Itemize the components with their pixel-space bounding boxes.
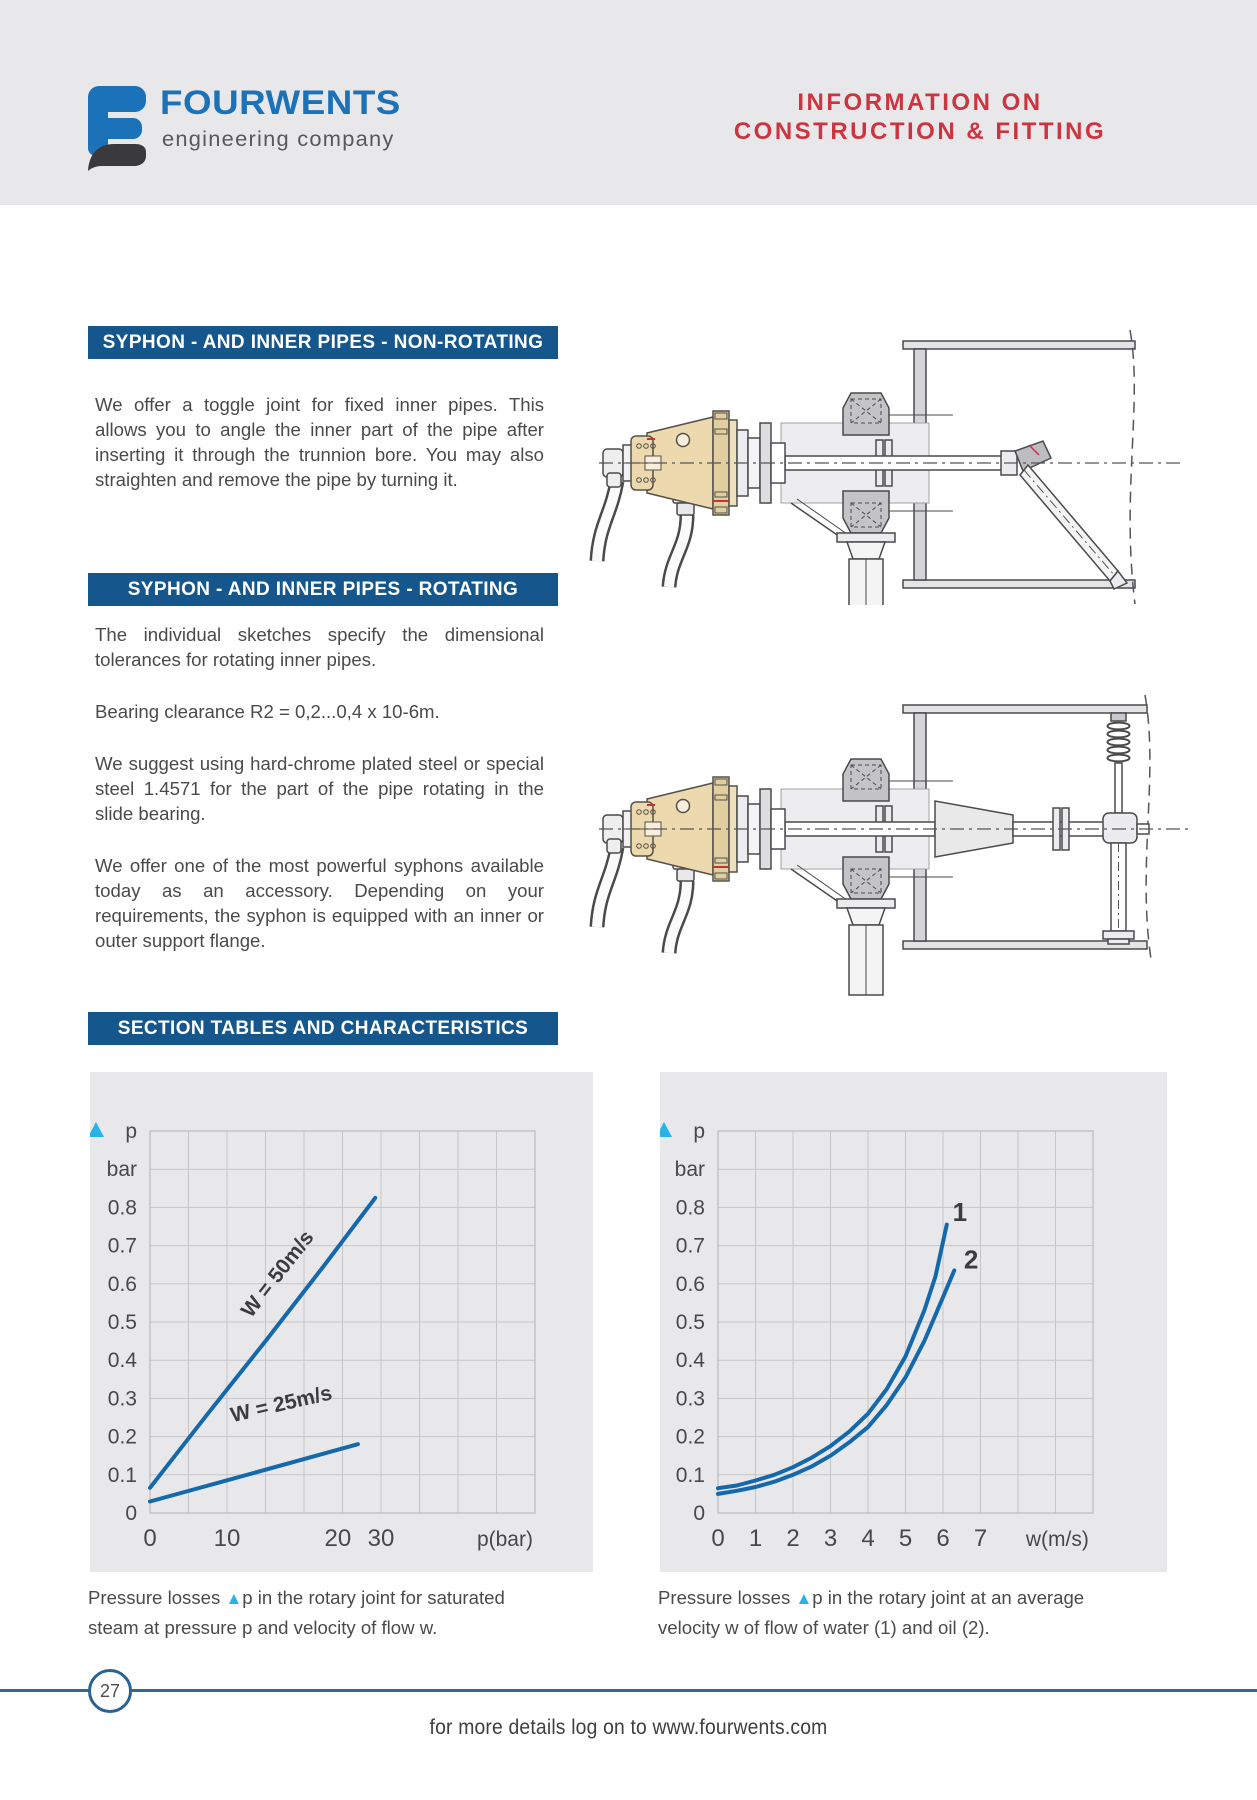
logo-tagline: engineering company (162, 128, 395, 151)
y-axis-label: bar (106, 1158, 137, 1182)
y-axis-label: 0 (125, 1502, 137, 1525)
drum-top-shell (903, 705, 1147, 713)
x-axis-label: 3 (823, 1525, 838, 1552)
delta-triangle-icon: ▲ (795, 1589, 813, 1608)
paragraph: Bearing clearance R2 = 0,2...0,4 x 10-6m. (95, 701, 440, 722)
page-title-line2: CONSTRUCTION & FITTING (733, 118, 1107, 145)
y-axis-label: 0.2 (675, 1425, 705, 1449)
y-axis-label: 0.6 (107, 1272, 137, 1296)
y-axis-label: 0.6 (675, 1272, 705, 1296)
drum-bottom-shell (903, 580, 1135, 588)
y-axis-label: bar (674, 1158, 705, 1182)
y-axis-label: 0.1 (107, 1463, 137, 1487)
drum-top-shell (903, 341, 1135, 349)
footer-divider-line (0, 1689, 1257, 1692)
x-axis-label: 2 (786, 1525, 800, 1552)
y-axis-label: 0.8 (107, 1196, 137, 1220)
delta-icon (90, 1122, 104, 1137)
logo-name: FOURWENTS (160, 84, 401, 122)
y-axis-label: 0.5 (675, 1311, 705, 1334)
section-heading-non-rotating: SYPHON - AND INNER PIPES - NON-ROTATING (88, 326, 558, 359)
y-axis-label: 0.7 (675, 1234, 705, 1258)
x-axis-label: 0 (711, 1525, 725, 1552)
y-axis-label: 0.4 (107, 1349, 137, 1373)
x-axis-label: 1 (748, 1525, 763, 1552)
paragraph: The individual sketches specify the dimensional tolerances for rotating inner pipes. (95, 624, 544, 670)
series-label: 2 (963, 1244, 979, 1275)
fourwents-logo-icon (88, 86, 150, 172)
x-axis-label: 30 (367, 1525, 395, 1552)
technical-drawing-non-rotating-syphon (585, 292, 1200, 642)
y-axis-label: 0.8 (675, 1196, 705, 1220)
chart-steam-pressure (90, 1072, 593, 1572)
chart-flow-velocity (660, 1072, 1167, 1572)
series-line-1 (150, 1444, 358, 1501)
series-line-0 (718, 1225, 947, 1489)
y-axis-label: 0.3 (675, 1387, 705, 1411)
paragraph: We offer one of the most powerful syphons available today as an accessory. Depending on your requirements, the syphon is equipped with an inner or outer support flange. (95, 855, 544, 951)
paragraph: We suggest using hard-chrome plated steel or special steel 1.4571 for the part of the pipe rotating in the slide bearing. (95, 753, 544, 824)
cone-adapter (935, 801, 1013, 857)
section-heading-tables: SECTION TABLES AND CHARACTERISTICS (88, 1012, 558, 1045)
x-axis-label: 6 (936, 1525, 950, 1552)
caption-right-chart (658, 1583, 1148, 1642)
footer-url-text: for more details log on to www.fourwents.com (429, 1716, 828, 1739)
x-axis-label: 10 (213, 1525, 241, 1552)
section-heading-rotating: SYPHON - AND INNER PIPES - ROTATING (88, 573, 558, 606)
caption-text-post: p in the rotary joint at an average velocity w of flow of water (1) and oil (2). (658, 1587, 1085, 1638)
x-axis-label: 5 (898, 1525, 913, 1552)
company-logo (88, 84, 508, 174)
paragraph-block-non-rotating (95, 392, 544, 492)
caption-text-post: p in the rotary joint for saturated steam at pressure p and velocity of flow w. (88, 1587, 505, 1638)
delta-icon (660, 1122, 672, 1137)
page-title-line1: INFORMATION ON (797, 89, 1043, 116)
caption-left-chart (88, 1583, 560, 1642)
paragraph-block-rotating (95, 622, 544, 953)
series-label: W = 50m/s (236, 1226, 319, 1322)
series-label: 1 (952, 1196, 968, 1227)
series-label: W = 25m/s (228, 1381, 335, 1428)
y-axis-label: 0.5 (107, 1311, 137, 1334)
y-axis-label: 0.7 (107, 1234, 137, 1258)
y-axis-label: 0.3 (107, 1387, 137, 1411)
x-axis-label: 4 (861, 1525, 875, 1552)
x-axis-label: w(m/s) (1025, 1528, 1089, 1551)
paragraph: We offer a toggle joint for fixed inner pipes. This allows you to angle the inner part of the pipe after inserting it through the trunnion bore. You may also straighten and remove the pipe by turning it. (95, 394, 544, 490)
x-axis-label: p(bar) (476, 1528, 533, 1551)
chart-svg (90, 1072, 593, 1572)
x-axis-label: 7 (973, 1525, 988, 1552)
chart-svg (660, 1072, 1167, 1572)
technical-drawing-rotating-syphon (585, 605, 1200, 1000)
y-axis-label: 0.4 (675, 1349, 705, 1373)
y-axis-label: 0.1 (675, 1463, 705, 1487)
delta-triangle-icon: ▲ (225, 1589, 243, 1608)
caption-text-pre: Pressure losses (658, 1587, 796, 1608)
y-axis-label: p (125, 1120, 137, 1143)
drum-break-line (1130, 330, 1135, 604)
page-number-badge: 27 (88, 1669, 132, 1713)
x-axis-label: 0 (143, 1525, 157, 1552)
y-axis-label: 0.2 (107, 1425, 137, 1449)
series-line-0 (150, 1198, 375, 1488)
caption-text-pre: Pressure losses (88, 1587, 226, 1608)
page-title (640, 88, 1200, 146)
x-axis-label: 20 (324, 1525, 352, 1552)
y-axis-label: p (693, 1120, 705, 1143)
y-axis-label: 0 (693, 1502, 705, 1525)
series-line-1 (718, 1270, 954, 1494)
